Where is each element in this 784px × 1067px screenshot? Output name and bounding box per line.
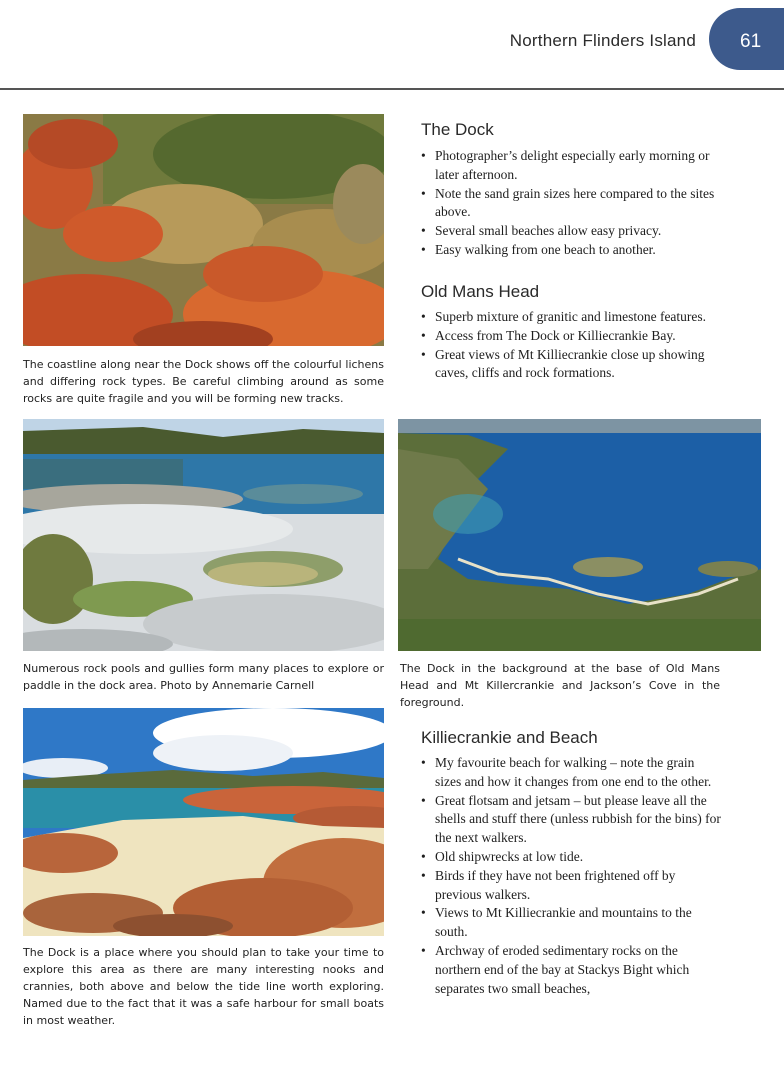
photo-lichen-rocks xyxy=(23,114,384,346)
list-item: • My favourite beach for walking – note the grain sizes and how it changes from one end to the other. xyxy=(421,754,721,792)
photo-aerial-dock xyxy=(398,419,761,651)
photo-rock-pools xyxy=(23,419,384,651)
caption-photo-2: Numerous rock pools and gullies form many places to explore or paddle in the dock area. Photo by Annemarie Carnell xyxy=(23,662,384,692)
list-item: • Superb mixture of granitic and limestone features. xyxy=(421,308,721,327)
chapter-title: Northern Flinders Island xyxy=(509,31,696,50)
list-item: • Note the sand grain sizes here compared to the sites above. xyxy=(421,185,721,223)
aerial-dock-image xyxy=(398,419,761,651)
bullet-list-old-mans-head xyxy=(421,308,721,383)
caption-photo-1: The coastline along near the Dock shows off the colourful lichens and differing rock types. Be careful climbing around as some rocks are quite fragile and you will be forming new tracks. xyxy=(23,358,384,405)
list-item: • Easy walking from one beach to another. xyxy=(421,241,721,260)
list-item: • Great views of Mt Killiecrankie close up showing caves, cliffs and rock formations. xyxy=(421,346,721,384)
header-rule xyxy=(0,88,784,90)
list-item: • Access from The Dock or Killiecrankie Bay. xyxy=(421,327,721,346)
caption-photo-3: The Dock in the background at the base of Old Mans Head and Mt Killercrankie and Jackson’s Cove in the foreground. xyxy=(400,662,720,709)
lichen-rocks-image xyxy=(23,114,384,346)
rock-pools-image xyxy=(23,419,384,651)
section-title-old-mans-head: Old Mans Head xyxy=(421,282,540,301)
beach-image xyxy=(23,708,384,936)
list-item: • Great flotsam and jetsam – but please leave all the shells and stuff there (unless rubbish for the bins) for the next walkers. xyxy=(421,792,721,848)
section-title-killiecrankie: Killiecrankie and Beach xyxy=(421,728,598,747)
list-item: • Photographer’s delight especially early morning or later afternoon. xyxy=(421,147,721,185)
list-item: • Birds if they have not been frightened off by previous walkers. xyxy=(421,867,721,905)
list-item: • Several small beaches allow easy privacy. xyxy=(421,222,721,241)
list-item: • Old shipwrecks at low tide. xyxy=(421,848,721,867)
list-item: • Archway of eroded sedimentary rocks on the northern end of the bay at Stackys Bight which separates two small beaches, xyxy=(421,942,721,998)
page-number: 61 xyxy=(740,31,762,52)
section-title-the-dock: The Dock xyxy=(421,120,494,139)
photo-beach xyxy=(23,708,384,936)
list-item: • Views to Mt Killiecrankie and mountains to the south. xyxy=(421,904,721,942)
bullet-list-the-dock xyxy=(421,147,721,260)
caption-photo-4: The Dock is a place where you should plan to take your time to explore this area as there are many interesting nooks and crannies, both above and below the tide line worth exploring. Named due to the fact that it was a safe harbour for small boats in most weather. xyxy=(23,946,384,1027)
bullet-list-killiecrankie xyxy=(421,754,721,998)
